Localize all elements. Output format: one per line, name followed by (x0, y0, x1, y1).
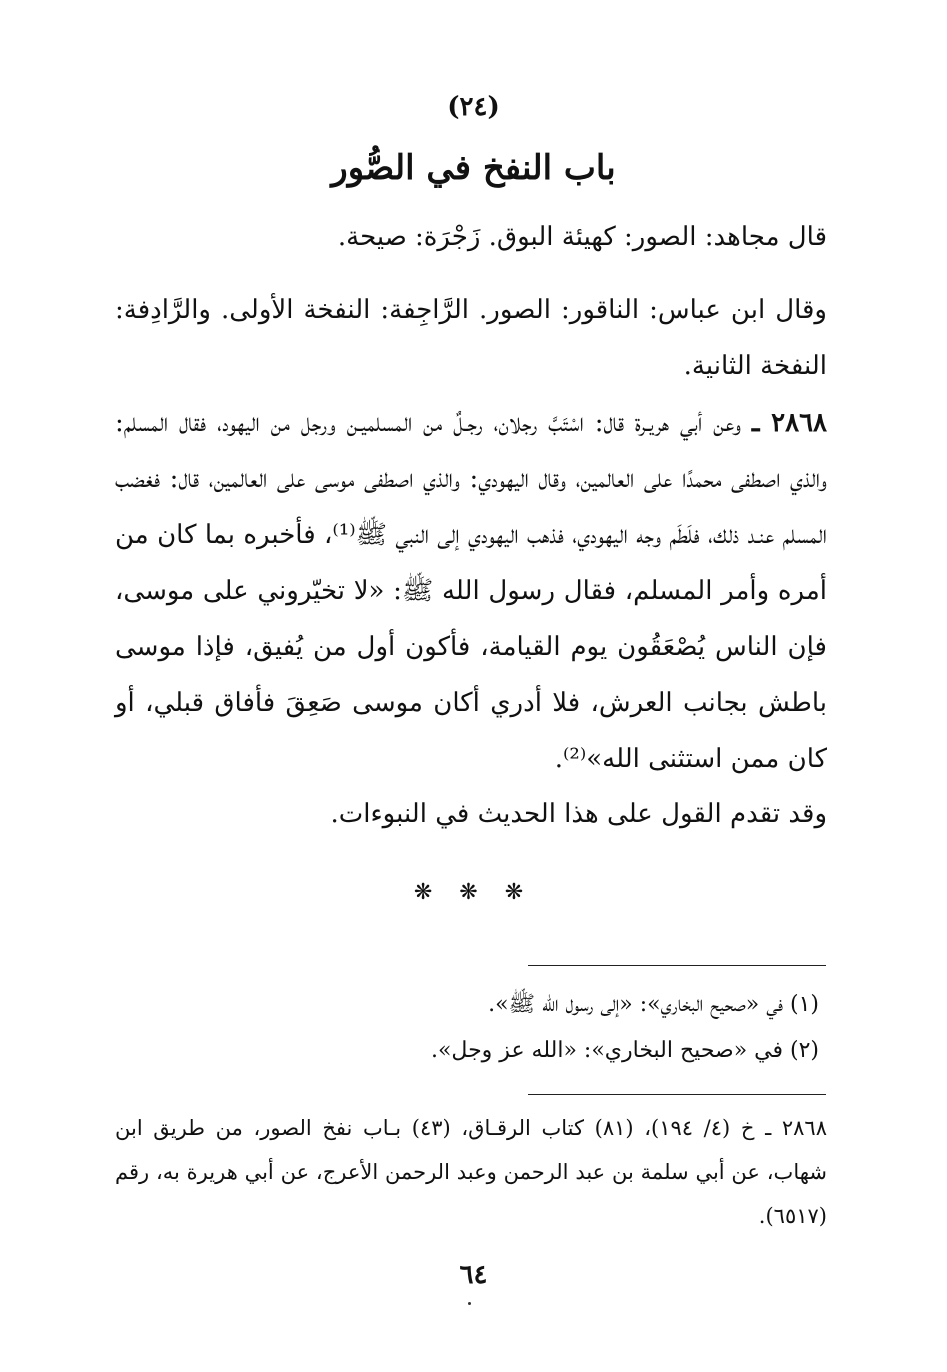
page-number: ٦٤ (459, 1260, 488, 1290)
paragraph-mujahid: قال مجاهد: الصور: كهيئة البوق. زَجْرَة: صيحة. (337, 222, 827, 252)
hadith-paragraph (115, 395, 899, 787)
footnote-1: (١) في «صحيح البخاري»: «إلى رسول الله ﷺ». (488, 992, 819, 1017)
section-separator: ❋ ❋ ❋ (413, 880, 534, 905)
printer-dot (468, 1302, 471, 1305)
footnote-2: (٢) في «صحيح البخاري»: «الله عز وجل». (430, 1038, 819, 1063)
chapter-number: (٢٤) (447, 92, 500, 122)
paragraph-note: وقد تقدم القول على هذا الحديث في النبوءات. (330, 799, 827, 829)
paragraph-ibn-abbas: وقال ابن عباس: الناقور: الصور. الرَّاجِفة: النفخة الأولى. والرَّادِفة: النفخة الثانية. (115, 295, 827, 381)
footnotes (115, 982, 827, 1074)
footnote-divider (528, 965, 826, 966)
hadith-text: وعن أبي هريـرة قال: اسْتَبَّ رجلان، رجـلٌ من المسلميـن ورجل من اليهود، فقال المسلم: والذي اصطفى محمدًا على العالمين، وقال اليهودي: والذي اصطفى موسى على العالمين، قال: فغضب المسلم عنـد ذلك، فلَطَم وجه اليهودي، فذهب اليهودي إلى النبي ﷺ⁽¹⁾، فأخبره بما كان من أمره وأمر المسلم، فقال رسول الله ﷺ: «لا تخيّروني على موسى، فإن الناس يُصْعَقُون يوم القيامة، فأكون أول من يُفيق، فإذا موسى باطش بجانب العرش، فلا أدري أكان موسى صَعِقَ فأفاق قبلي، أو كان ممن استثنى الله»⁽²⁾. (115, 408, 828, 774)
takhrij-note: ٢٨٦٨ ـ خ (٤/ ١٩٤)، (٨١) كتاب الرقـاق، (٤٣) بـاب نفخ الصور، من طريق ابن شهاب، عن أبي سلمة بن عبد الرحمن وعبد الرحمن الأعرج، عن أبي هريرة به، رقم (٦٥١٧). (115, 1116, 827, 1228)
chapter-title: باب النفخ في الصُّور (331, 148, 616, 188)
hadith-number: ٢٨٦٨ ـ (751, 408, 828, 438)
takhrij-divider (528, 1094, 826, 1095)
